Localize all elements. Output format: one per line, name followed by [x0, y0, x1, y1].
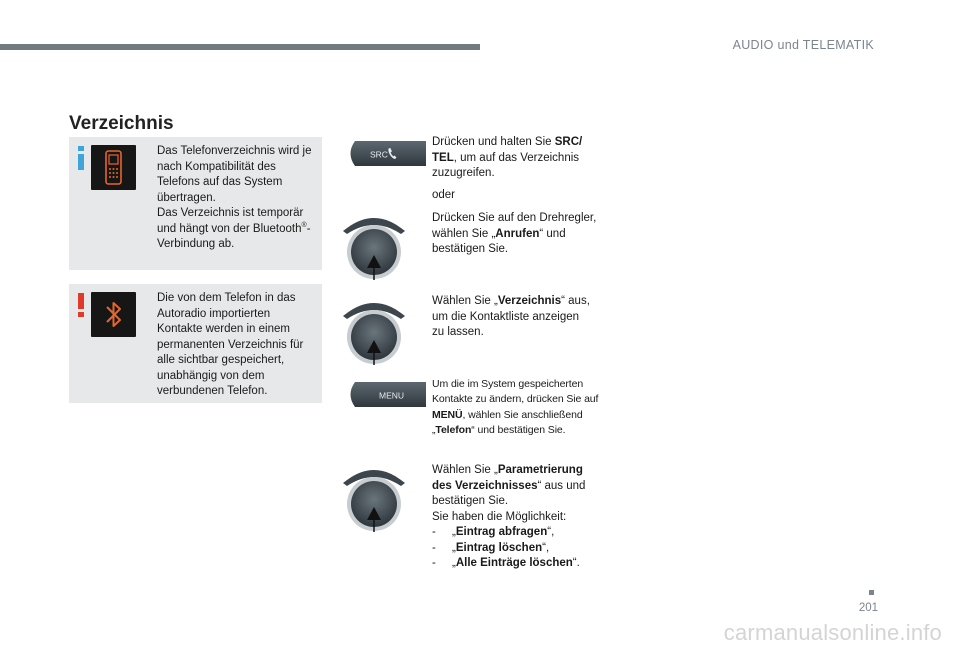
page-marker	[869, 590, 874, 595]
list-item: - „Alle Einträge löschen“.	[432, 557, 580, 569]
svg-text:SRC: SRC	[370, 149, 388, 160]
rotary-knob[interactable]	[343, 462, 405, 534]
warning-note-text: Die von dem Telefon in das Autoradio importierten Kontakte werden in einem permanenten Verzeichnis für alle sichtbar gespeichert, unabhängig von dem verbundenen Telefon.	[157, 292, 304, 397]
list-item: - „Eintrag löschen“,	[432, 541, 550, 554]
chapter-title: AUDIO und TELEMATIK	[732, 38, 874, 52]
section-title: Verzeichnis	[69, 113, 174, 134]
warning-icon	[76, 292, 86, 318]
mobile-phone-icon	[91, 145, 136, 190]
rotary-knob[interactable]	[343, 210, 405, 282]
step-menu: Um die im System gespeicherten Kontakte zu ändern, drücken Sie auf MENÜ, wählen Sie anschließend „Telefon“ und bestätigen Sie.	[432, 378, 599, 436]
rotary-knob[interactable]	[343, 295, 405, 367]
step-oder: oder	[432, 189, 456, 201]
list-item: - „Eintrag abfragen“,	[432, 526, 555, 538]
watermark: carmanualsonline.info	[723, 620, 942, 645]
src-tel-button[interactable]	[345, 140, 427, 167]
page-number: 201	[858, 602, 878, 614]
step-verzeichnis: Wählen Sie „Verzeichnis“ aus, um die Kontaktliste anzeigen zu lassen.	[432, 295, 590, 338]
bluetooth-icon	[91, 292, 136, 337]
warning-note	[69, 284, 322, 403]
step-anrufen: Drücken Sie auf den Drehregler, wählen Sie „Anrufen“ und bestätigen Sie.	[432, 212, 597, 255]
step-parametrierung: Wählen Sie „Parametrierung des Verzeichnisses“ aus und bestätigen Sie. Sie haben die Möglichkeit: - „Eintrag abfragen“, - „Eintrag löschen“, - „Alle Einträge löschen“.	[432, 463, 597, 572]
info-icon	[76, 145, 86, 171]
info-note-text: Das Telefonverzeichnis wird je nach Kompatibilität des Telefons auf das System übertragen. Das Verzeichnis ist temporär und hängt von der Bluetooth®-Verbindung ab.	[157, 145, 312, 250]
step-src-tel: Drücken und halten Sie SRC/ TEL, um auf das Verzeichnis zuzugreifen.	[432, 136, 583, 179]
header-bar	[0, 44, 480, 50]
info-note	[69, 137, 322, 270]
svg-text:MENU: MENU	[379, 390, 405, 401]
menu-button[interactable]	[345, 381, 427, 408]
